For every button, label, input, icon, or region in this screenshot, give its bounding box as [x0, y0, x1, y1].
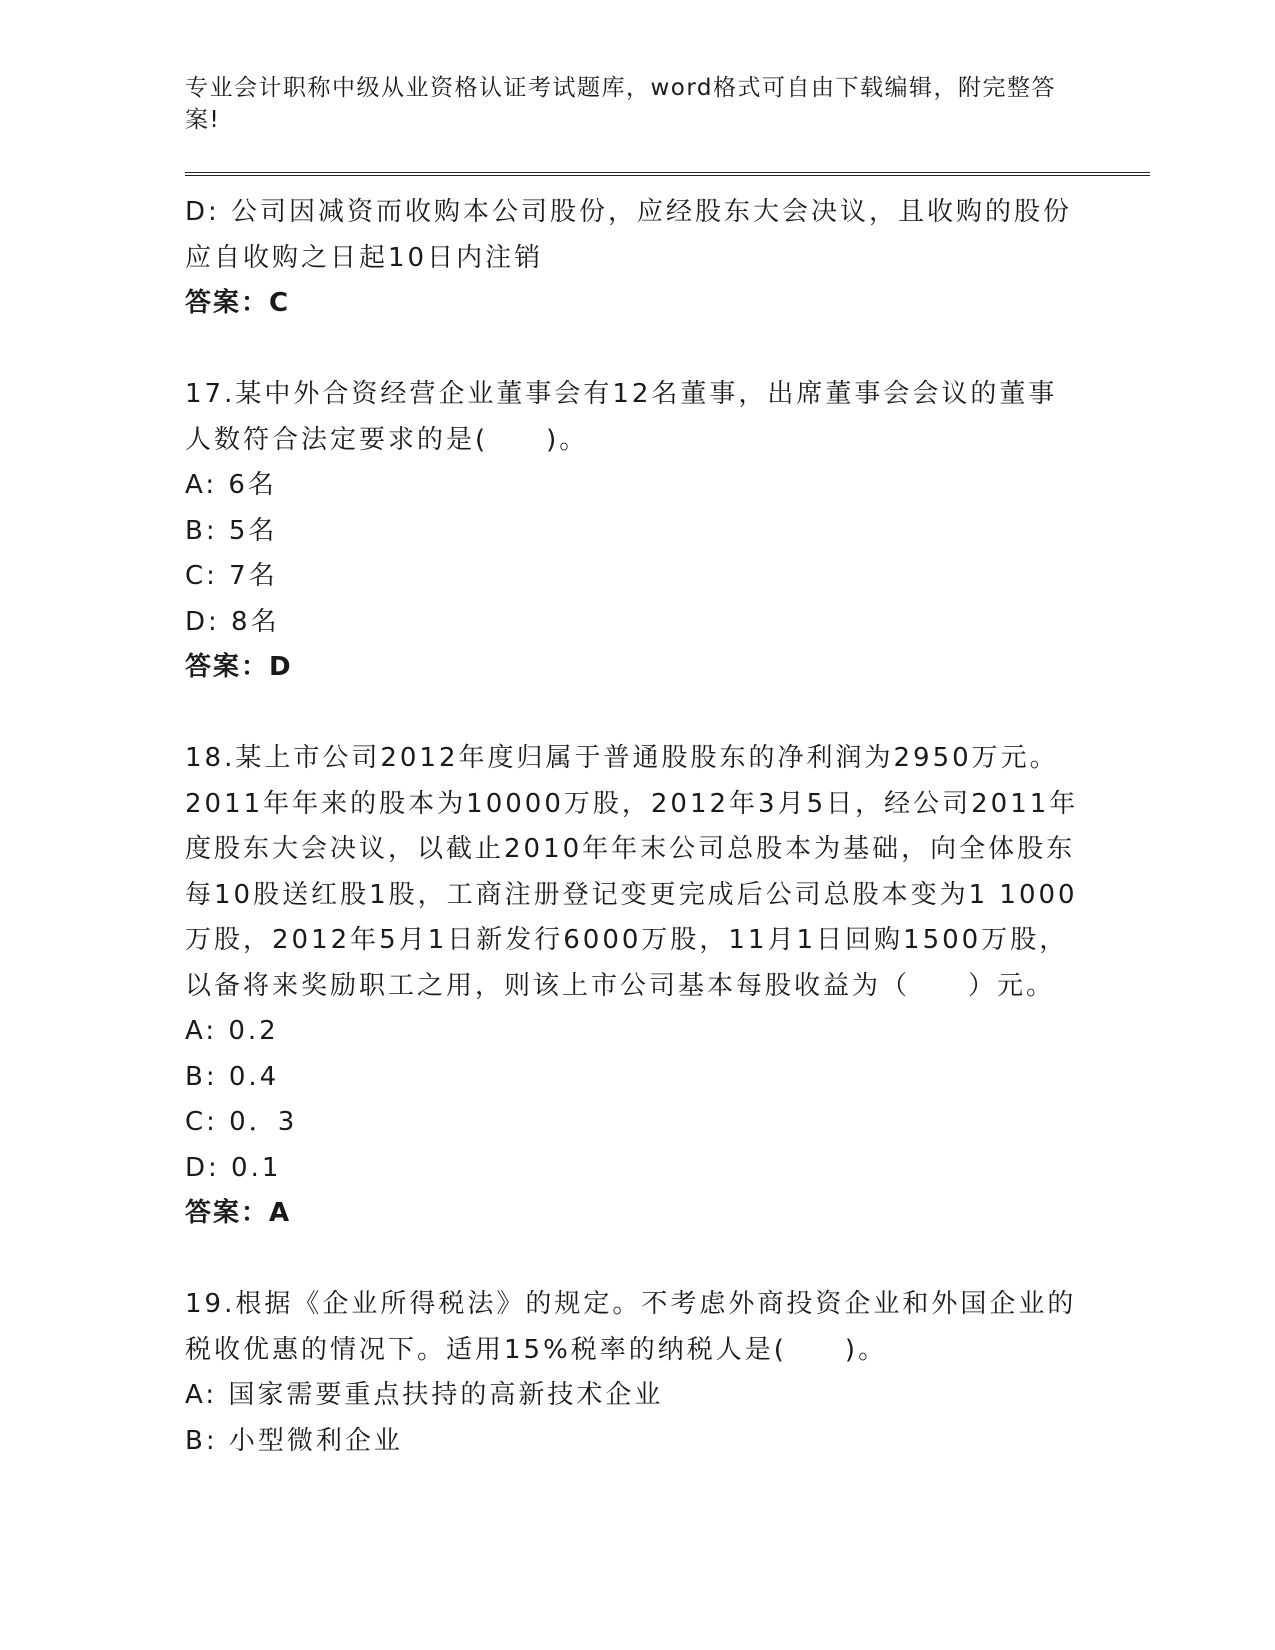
- q18-stem-line-3: 度股东大会决议，以截止2010年年末公司总股本为基础，向全体股东: [185, 834, 1076, 864]
- q18-answer: 答案：A: [185, 1198, 292, 1228]
- q16-answer: 答案：C: [185, 288, 291, 318]
- q16-option-d-line-1: D: 公司因减资而收购本公司股份，应经股东大会决议，且收购的股份: [185, 197, 1073, 227]
- q17-stem-line-1: 17.某中外合资经营企业董事会有12名董事，出席董事会会议的董事: [185, 379, 1058, 409]
- q18-stem-line-4: 每10股送红股1股，工商注册登记变更完成后公司总股本变为1 1000: [185, 879, 1078, 910]
- q18-option-b: B: 0.4: [185, 1061, 280, 1092]
- q19-stem-line-1: 19.根据《企业所得税法》的规定。不考虑外商投资企业和外国企业的: [185, 1289, 1077, 1319]
- q18-stem-line-1: 18.某上市公司2012年度归属于普通股股东的净利润为2950万元。: [185, 743, 1059, 773]
- spacer: [185, 1237, 1085, 1283]
- q17-option-a: A: 6名: [185, 470, 277, 500]
- q18-option-a: A: 0.2: [185, 1016, 279, 1046]
- q19-stem-line-2: 税收优惠的情况下。适用15%税率的纳税人是( )。: [185, 1334, 888, 1365]
- q17-option-c: C: 7名: [185, 561, 278, 591]
- q19-option-a: A: 国家需要重点扶持的高新技术企业: [185, 1380, 664, 1410]
- header-line-2: 案!: [185, 107, 221, 133]
- q17-option-d: D: 8名: [185, 606, 280, 637]
- q17-answer: 答案：D: [185, 652, 293, 682]
- q18-stem-line-2: 2011年年来的股本为10000万股，2012年3月5日，经公司2011年: [185, 788, 1079, 819]
- q17-option-b: B: 5名: [185, 515, 278, 546]
- spacer: [185, 691, 1085, 737]
- q19-option-b: B: 小型微利企业: [185, 1425, 403, 1456]
- document-header: [185, 72, 1065, 136]
- q18-stem-line-6: 以备将来奖励职工之用，则该上市公司基本每股收益为（ ）元。: [185, 970, 1056, 1001]
- q18-option-d: D: 0.1: [185, 1152, 282, 1183]
- q16-option-d-line-2: 应自收购之日起10日内注销: [185, 242, 544, 273]
- header-line-1: 专业会计职称中级从业资格认证考试题库，word格式可自由下载编辑，附完整答: [185, 75, 1057, 101]
- header-divider: [185, 172, 1150, 176]
- q18-stem-line-5: 万股，2012年5月1日新发行6000万股，11月1日回购1500万股，: [185, 925, 1069, 955]
- q17-stem-line-2: 人数符合法定要求的是( )。: [185, 424, 589, 455]
- spacer: [185, 327, 1085, 373]
- q18-option-c: C: 0．3: [185, 1107, 298, 1137]
- question-content: [185, 190, 1085, 1464]
